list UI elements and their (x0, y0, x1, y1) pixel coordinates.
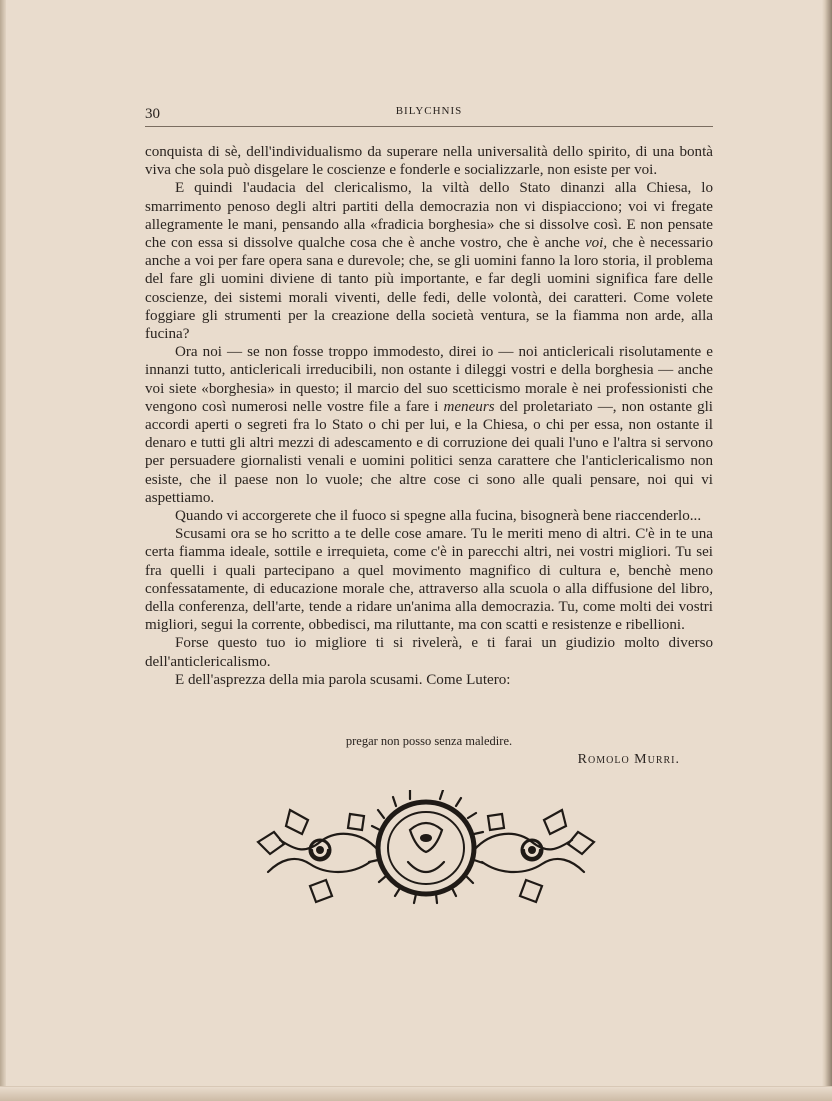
paragraph-text: E quindi l'audacia del clericalismo, la viltà dello Stato dinanzi alla Chiesa, lo smarrimento penoso degli altri partiti della democrazia non vi dispiacciono; voi vi fregate allegramente le mani, pensando alla «fradicia borghesia» che si dissolve così. E non pensate che con essa si dissolve qualche cosa che è anche vostro, che è anche (145, 180, 713, 252)
page-header (145, 100, 713, 127)
author-signature: Romolo Murri. (577, 752, 680, 767)
paragraph: Quando vi accorgerete che il fuoco si spegne alla fucina, bisognerà bene riaccenderlo... (175, 508, 702, 525)
page-number: 30 (145, 106, 160, 122)
running-head: BILYCHNIS (395, 105, 463, 117)
paragraph-text: del proletariato —, non ostante gli accordi aperti o segreti fra lo Stato o chi per lui, e la Chiesa, o chi per essa, non ostante il denaro e tutti gli altri mezzi di adescamento e di corruzione dei quali l'uno e l'altra si servono per persuadere giornalisti venali e uomini politici senza carattere che l'anticlericalismo non esiste, che il paese non lo vuole; che altre cose ci sono alle quali pensare, noi qui vi aspettiamo. (145, 398, 713, 506)
paragraph: E dell'asprezza della mia parola scusami. Come Lutero: (175, 671, 511, 688)
paragraph: Forse questo tuo io migliore ti si rivelerà, e ti farai un giudizio molto diverso dell'anticlericalismo. (145, 635, 713, 670)
paragraph-text: che è necessario anche a voi per fare opera sana e durevole; che, se gli uomini fanno la loro storia, il problema del fare gli uomini diviene di tanto più importante, e far degli uomini significa fare delle coscienze, dei sistemi morali viventi, delle fedi, delle volontà, dei caratteri. Come volete foggiare gli strumenti per la creazione della società ventura, se la fiamma non arde, alla fucina? (145, 235, 713, 343)
floral-vignette-ornament (250, 790, 602, 915)
page-edge-left (0, 0, 6, 1101)
paragraph (145, 179, 713, 343)
paragraph (145, 343, 713, 507)
paragraph: Scusami ora se ho scritto a te delle cose amare. Tu le meriti meno di altri. C'è in te una certa fiamma ideale, sottile e irrequieta, come c'è in parecchi altri, nei vostri migliori. Tu sei fra quelli i quali partecipano a quel movimento magnifico di cultura e, benchè meno confessatamente, di educazione morale che, attraverso alla scuola o alla diffusione del libro, della conferenza, dell'arte, tende a ridare un'anima alla democrazia. Tu, come molti dei vostri migliori, segui la corrente, obbedisci, ma riluttante, ma con scatti e resistenze e ribellioni. (145, 526, 713, 634)
page-edge-bottom (0, 1086, 832, 1101)
paragraph: conquista di sè, dell'individualismo da superare nella universalità dello spirito, di una bontà viva che sola può disgelare le coscienze e fonderle e socializzarle, non esiste per voi. (145, 144, 713, 179)
article-body (145, 143, 713, 689)
page-edge-right (822, 0, 832, 1101)
paragraph-text: Ora noi — se non fosse troppo immodesto, direi io — noi anticlericali risolutamente e innanzi tutto, anticlericali irreducibili, non ostante i dileggi vostri e della borghesia — anche voi siete «borghesia» in questo; il marcio del suo scetticismo morale è nei professionisti che vengono così numerosi nelle vostre file a fare i (145, 344, 713, 415)
emphasis-text: meneurs (443, 398, 495, 415)
emphasis-text: voi, (584, 235, 608, 252)
luther-quote: pregar non posso senza maledire. (345, 734, 513, 748)
